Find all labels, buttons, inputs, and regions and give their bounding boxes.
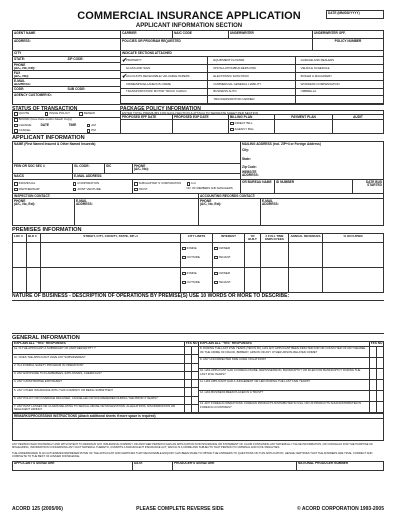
agency-block: [12, 30, 384, 105]
fein-field[interactable]: FEIN OR SOC SEC #: [13, 164, 73, 173]
form-title: COMMERCIAL INSURANCE APPLICATION: [77, 10, 301, 22]
certification-statement: THE UNDERSIGNED IS AN AUTHORIZED REPRESENTATIVE OF THE APPLICANT AND CERTIFIES THAT REASONABLE ENQUIRY HAS BEEN MADE TO OBTAIN THE ANSWERS TO QUESTIONS ON THIS APPLICATION. HE/SHE CERTIFIES THAT THE ANSWERS ARE TRUE, CORRECT AND COMPLETE TO THE BEST OF HIS/HER KNOWLEDGE.: [12, 451, 373, 459]
section-attached-item[interactable]: [296, 89, 383, 97]
section-attached-item[interactable]: [208, 96, 295, 104]
cancel-checkbox[interactable]: [14, 129, 18, 133]
agency-email-label: E-MAIL: [14, 79, 25, 83]
owner-label: OWNER: [218, 270, 231, 275]
section-attached-label: INSTALLATION/BUILDERS RISK: [213, 65, 257, 70]
question-row: [13, 405, 198, 413]
no-answer-cell[interactable]: [376, 402, 383, 412]
state-field[interactable]: State:: [242, 157, 251, 162]
premises-col-employees: # FULL TIME EMPLOYEES: [261, 234, 289, 242]
no-answer-cell[interactable]: [191, 380, 198, 387]
applicant-section-title: APPLICANT INFORMATION: [12, 135, 85, 142]
yes-answer-cell[interactable]: [184, 405, 191, 412]
section-attached-label: EQUIPMENT FLOATER: [213, 57, 245, 62]
question-row: [13, 397, 198, 405]
explain-all-left: EXPLAIN ALL "YES" RESPONSES: [14, 342, 66, 346]
applicant-block: [12, 141, 384, 226]
quote-checkbox[interactable]: [14, 112, 18, 116]
accounting-email-field[interactable]: E-MAIL ADDRESS:: [262, 199, 279, 207]
policy-number-field[interactable]: POLICY NUMBER: [334, 39, 362, 43]
tenant-checkbox[interactable]: [214, 256, 218, 260]
yes-answer-cell[interactable]: [369, 402, 376, 412]
mailing-address-field[interactable]: MAILING ADDRESS (incl. ZIP+4 or Foreign Address): [242, 142, 321, 146]
question-row: [13, 388, 198, 396]
section-attached-item[interactable]: [121, 73, 208, 81]
yes-answer-cell[interactable]: [184, 347, 191, 354]
section-attached-label: VEHICLE SCHEDULE: [300, 65, 330, 70]
date-field[interactable]: DATE (MM/DD/YYYY): [326, 10, 384, 19]
owner-checkbox[interactable]: [214, 272, 218, 276]
quote-label: QUOTE: [18, 111, 30, 116]
llc-checkbox[interactable]: [187, 182, 191, 186]
question-row: [13, 364, 198, 372]
question-row: [199, 391, 383, 402]
section-attached-item[interactable]: [296, 65, 383, 73]
yes-answer-cell[interactable]: [369, 358, 376, 368]
time-label: TIME: [68, 122, 77, 127]
no-answer-cell[interactable]: [376, 347, 383, 357]
agency-fax-field[interactable]: (A/C, No):: [13, 75, 120, 79]
gl-code-field[interactable]: GL CODE:: [73, 164, 105, 173]
naics-field[interactable]: NAICS: [13, 174, 73, 179]
status-package-block: [12, 110, 384, 134]
billing-plan-label: BILLING PLAN: [229, 115, 275, 119]
no-answer-cell[interactable]: [376, 391, 383, 401]
yes-answer-cell[interactable]: [184, 388, 191, 395]
section-attached-item[interactable]: [296, 57, 383, 65]
website-field[interactable]: WEBSITE ADDRESS:: [242, 170, 259, 178]
agency-subcode-field[interactable]: SUB CODE:: [67, 87, 86, 91]
city-field[interactable]: City:: [242, 148, 250, 153]
no-answer-cell[interactable]: [376, 369, 383, 379]
carrier-field[interactable]: CARRIER: [121, 31, 173, 38]
naic-code-field[interactable]: NAIC CODE: [173, 31, 229, 38]
question-text: 2. IS A FORMAL SAFETY PROGRAM IN OPERATION?: [14, 363, 84, 367]
sic-field[interactable]: SIC: [105, 164, 133, 173]
section-attached-label: CRIME/MISCELLANEOUS CRIME: [126, 81, 171, 86]
no-answer-cell[interactable]: [191, 355, 198, 362]
audit-field[interactable]: AUDIT: [353, 115, 363, 119]
cancel-label: CANCEL: [18, 127, 31, 132]
inside-label: INSIDE: [186, 270, 197, 275]
tenant-label: TENANT: [218, 279, 231, 284]
question-text: 9. ANY UNCORRECTED FIRE CODE VIOLATIONS?: [200, 358, 267, 362]
inspection-email-field[interactable]: E-MAIL ADDRESS:: [75, 199, 199, 225]
premises-col-street: STREET, CITY, COUNTY, STATE, ZIP+4: [41, 234, 181, 242]
direct-bill-label: DIRECT BILL: [234, 120, 253, 125]
premises-col-interest: INTEREST: [213, 234, 245, 242]
complete-reverse-notice: PLEASE COMPLETE REVERSE SIDE: [136, 506, 224, 513]
national-producer-number-field[interactable]: NATIONAL PRODUCER NUMBER: [298, 461, 349, 466]
yes-answer-cell[interactable]: [184, 380, 191, 387]
status-section-title: STATUS OF TRANSACTION: [12, 105, 78, 112]
copyright: © ACORD CORPORATION 1993-2005: [296, 506, 384, 513]
applicant-name-field[interactable]: NAME (First Named Insured & Other Named Insureds): [14, 142, 96, 146]
direct-bill-checkbox[interactable]: [230, 122, 234, 126]
section-attached-label: TRANSPORTATION/ MOTOR TRUCK CARGO: [126, 89, 187, 94]
section-attached-label: WORKERS COMPENSATION: [300, 81, 340, 86]
agency-phone-label: PHONE: [14, 63, 26, 67]
zip-field[interactable]: Zip Code:: [242, 165, 257, 169]
am-checkbox[interactable]: [87, 124, 91, 128]
joint-venture-checkbox[interactable]: [73, 188, 77, 192]
question-text: 1b. DOES THE APPLICANT HAVE ANY SUBSIDIARIES?: [14, 355, 86, 359]
section-attached-item[interactable]: [208, 57, 295, 65]
question-row: [13, 380, 198, 388]
section-attached-item[interactable]: [121, 65, 208, 73]
question-text: 6. ANY POLICY OR COVERAGE DECLINED, CANCELLED OR NON-RENEWED DURING THE PRIOR 3 YEARS?: [14, 396, 158, 400]
question-row: [199, 358, 383, 369]
package-section-title: PACKAGE POLICY INFORMATION: [120, 105, 201, 112]
agency-customer-id-field[interactable]: AGENCY CUSTOMER ID:: [14, 93, 52, 97]
agency-address-field[interactable]: ADDRESS:: [13, 39, 120, 51]
section-attached-label: BUSINESS AUTO: [213, 89, 237, 94]
premises-col-bld: BLD #: [27, 234, 41, 242]
sub-s-checkbox[interactable]: [134, 182, 138, 186]
sub-s-label: SUBCHAPTER 'S' CORPORATION: [138, 182, 182, 186]
payment-plan-field[interactable]: PAYMENT PLAN: [275, 115, 333, 119]
premises-col-yr-built: YR BUILT: [245, 234, 261, 242]
section-attached-label: UMBRELLA: [300, 89, 317, 94]
bureau-name-field[interactable]: OR BUREAU NAME: [241, 180, 275, 193]
producer-signature-field[interactable]: PRODUCER'S SIGNATURE: [173, 462, 297, 470]
signature-row: [12, 461, 384, 471]
no-members-label: NO. OF MEMBERS AND MANAGERS:: [186, 186, 234, 190]
yes-answer-cell[interactable]: [369, 347, 376, 357]
phone-field[interactable]: PHONE (A/C, No):: [134, 164, 149, 172]
form-footer: [12, 507, 384, 513]
premises-section-title: PREMISES INFORMATION: [12, 227, 82, 234]
question-row: [199, 369, 383, 380]
inspection-phone-field[interactable]: PHONE (A/C, No, Ext):: [13, 199, 75, 225]
question-text: 8. DURING THE LAST FIVE YEARS (TEN IN RI), HAS ANY APPLICANT BEEN INDICTED FOR OR CONVICTED OF ANY DEGREE OF THE CRIME OF FRAUD, BRIBERY, ARSON OR ANY OTHER ARSON-RELATED CRIME?: [200, 347, 366, 354]
underwriter-office-field[interactable]: UNDERWRITER OFF.: [314, 31, 346, 35]
sections-attached-label: INDICATE SECTIONS ATTACHED: [121, 51, 383, 57]
general-questions-table: [12, 341, 384, 414]
no-answer-cell[interactable]: [376, 358, 383, 368]
section-attached-item[interactable]: [208, 89, 295, 97]
premises-row[interactable]: [13, 268, 383, 292]
issue-policy-checkbox[interactable]: [45, 112, 49, 116]
signature-date-field[interactable]: DATE: [133, 462, 173, 470]
yes-answer-cell[interactable]: [184, 355, 191, 362]
form-number: ACORD 125 (2005/06): [12, 506, 63, 513]
checkmark-icon[interactable]: ✔: [122, 57, 128, 64]
question-row: [199, 347, 383, 358]
yes-answer-cell[interactable]: [184, 397, 191, 404]
premises-header-row: [13, 234, 383, 243]
question-row: [199, 402, 383, 413]
section-attached-label: GARAGE AND DEALERS: [300, 57, 335, 62]
joint-venture-label: JOINT VENTURE: [77, 186, 101, 191]
no-answer-cell[interactable]: [191, 347, 198, 354]
question-text: 4. ANY CATASTROPHE EXPOSURE?: [14, 380, 62, 384]
yes-answer-cell[interactable]: [369, 391, 376, 401]
general-section-title: GENERAL INFORMATION: [12, 335, 80, 342]
explain-all-right: EXPLAIN ALL "YES" RESPONSES: [200, 342, 252, 346]
change-checkbox[interactable]: [14, 124, 18, 128]
section-attached-item[interactable]: [296, 81, 383, 89]
yes-answer-cell[interactable]: [369, 380, 376, 390]
section-attached-item[interactable]: [296, 73, 383, 81]
question-row: [13, 355, 198, 363]
trust-label: TRUST: [138, 187, 148, 191]
remarks-label: REMARKS/PROCESSING INSTRUCTIONS (Attach additional sheets if more space is required): [12, 414, 384, 419]
agent-name-field[interactable]: AGENT NAME: [13, 31, 120, 39]
inspection-contact-field[interactable]: INSPECTION CONTACT:: [13, 194, 199, 198]
section-attached-item[interactable]: [121, 57, 208, 65]
tenant-checkbox[interactable]: [214, 281, 218, 285]
nature-of-business-field[interactable]: [12, 300, 384, 334]
corporation-label: CORPORATION: [77, 181, 100, 186]
accounting-phone-field[interactable]: PHONE (A/C, No, Ext):: [199, 199, 261, 225]
email-field[interactable]: E-MAIL ADDRESS:: [74, 174, 103, 178]
section-attached-label: GLASS AND SIGN: [126, 65, 151, 70]
agency-fax-label: FAX: [14, 71, 21, 75]
id-number-field[interactable]: ID NUMBER: [275, 180, 353, 193]
remarks-field[interactable]: [12, 419, 384, 441]
checkmark-icon[interactable]: ✔: [122, 73, 128, 80]
section-attached-item[interactable]: [121, 81, 208, 89]
question-text: 11. HAS APPLICANT HAD A JUDGEMENT OR LIEN DURING THE LAST FIVE YEARS?: [200, 380, 311, 384]
underwriter-field[interactable]: UNDERWRITER: [229, 31, 313, 38]
agency-bill-label: AGENCY BILL: [234, 126, 255, 131]
agency-bill-checkbox[interactable]: [230, 128, 234, 132]
question-row: [13, 347, 198, 355]
individual-label: INDIVIDUAL: [18, 181, 36, 186]
change-label: CHANGE: [18, 122, 32, 127]
section-attached-item[interactable]: [208, 73, 295, 81]
question-text: 12. HAS BUSINESS BEEN PLACED IN A TRUST?: [200, 391, 264, 395]
accounting-contact-field[interactable]: ACCOUNTING RECORDS CONTACT:: [200, 194, 256, 198]
no-answer-cell[interactable]: [191, 397, 198, 404]
agency-zip-field[interactable]: ZIP CODE:: [67, 57, 84, 61]
section-attached-item[interactable]: [296, 96, 383, 104]
corporation-checkbox[interactable]: [73, 182, 77, 186]
question-text: 1a. IS THE APPLICANT A SUBSIDIARY OF ANOTHER ENTITY ?: [14, 347, 96, 351]
am-label: AM: [91, 122, 96, 127]
agency-city-field[interactable]: CITY: [13, 51, 120, 57]
premises-col-occupied: % OCCUPIED: [343, 234, 363, 238]
section-attached-item[interactable]: [208, 65, 295, 73]
agency-email-field[interactable]: ADDRESS:: [13, 83, 120, 87]
partnership-checkbox[interactable]: [14, 188, 18, 192]
inside-checkbox[interactable]: [182, 247, 186, 251]
pm-label: PM: [91, 127, 96, 132]
nature-section-title: NATURE OF BUSINESS - DESCRIPTION OF OPERATIONS BY PREMISE(S) USE 10 WORDS OR MORE TO DESCRIBE:: [12, 293, 290, 300]
issue-policy-label: ISSUE POLICY: [49, 111, 71, 116]
no-answer-cell[interactable]: [376, 380, 383, 390]
agency-phone-field[interactable]: (A/C, No, Ext):: [13, 67, 120, 71]
yes-no-header-left: YES NO: [185, 341, 198, 346]
section-attached-label: TRUCKERS/MOTOR CARRIER: [213, 97, 255, 102]
outside-label: OUTSIDE: [186, 279, 200, 284]
pm-checkbox[interactable]: [87, 129, 91, 133]
question-text: 5. ANY OTHER INSURANCE WITH THIS COMPANY OR BEING SUBMITTED?: [14, 388, 114, 392]
form-subtitle: APPLICANT INFORMATION SECTION: [135, 22, 243, 29]
individual-checkbox[interactable]: [14, 182, 18, 186]
inside-checkbox[interactable]: [182, 272, 186, 276]
question-text: 13. ANY FOREIGN OPERATIONS, FOREIGN PRODUCTS DISTRIBUTED IN USA, OR US PRODUCTS SOLD/DISTRIBUTED IN FOREIGN COUNTRIES?: [200, 402, 362, 409]
section-attached-label: BOILER & MACHINERY: [300, 73, 333, 78]
premises-col-revenues: ANNUAL REVENUES: [289, 234, 323, 242]
yes-no-header-right: YES NO: [370, 341, 383, 346]
renew-checkbox[interactable]: [79, 112, 83, 116]
package-note: ENTER TOTAL PREMIUMS FOR EACH SECTION & ATTACH TO SEPARATE SHEET PER SECTION: [121, 111, 383, 115]
no-answer-cell[interactable]: [191, 388, 198, 395]
owner-label: OWNER: [218, 245, 231, 250]
yes-answer-cell[interactable]: [184, 372, 191, 379]
llc-label: LLC: [191, 182, 197, 186]
renew-label: RENEW: [83, 111, 95, 116]
premises-table: [12, 233, 384, 293]
question-text: 10. HAS APPLICANT HAD A FORECLOSURE, REPOSSESSION, BANKRUPTCY OR FILED FOR BANKRUPTCY DURING THE LAST FIVE YEARS?: [200, 369, 361, 376]
bound-label: BOUND (Give Date and/or Attach Copy): [18, 117, 72, 122]
no-answer-cell[interactable]: [191, 364, 198, 371]
question-text: 3. ANY EXPOSURE TO FLAMMABLES, EXPLOSIVES, CHEMICALS?: [14, 371, 102, 376]
trust-checkbox[interactable]: [134, 188, 138, 192]
tenant-label: TENANT: [218, 254, 231, 259]
outside-checkbox[interactable]: [182, 256, 186, 260]
yes-answer-cell[interactable]: [184, 364, 191, 371]
date-bus-started-field[interactable]: DATE BUS STARTED: [365, 180, 382, 188]
no-answer-cell[interactable]: [191, 372, 198, 379]
section-attached-item[interactable]: [121, 89, 208, 97]
bound-checkbox[interactable]: [14, 118, 18, 122]
question-row: [13, 372, 198, 380]
premises-col-loc: LOC #: [13, 234, 27, 242]
date-label: DATE: [40, 122, 50, 127]
yes-answer-cell[interactable]: [369, 369, 376, 379]
section-attached-label: ACCOUNTS RECEIVABLE/ VALUABLE PAPERS: [126, 73, 190, 78]
applicant-signature-field[interactable]: APPLICANT'S SIGNATURE: [13, 462, 133, 470]
section-attached-label: PROPERTY: [126, 57, 142, 62]
section-attached-item[interactable]: [121, 96, 208, 104]
owner-checkbox[interactable]: [214, 247, 218, 251]
no-answer-cell[interactable]: [191, 405, 198, 412]
section-attached-label: COMMERCIAL GENERAL LIABILITY: [213, 81, 262, 86]
outside-label: OUTSIDE: [186, 254, 200, 259]
section-attached-label: ELECTRONIC DATA PROC: [213, 73, 250, 78]
inside-label: INSIDE: [186, 245, 197, 250]
proposed-exp-date-field[interactable]: PROPOSED EXP DATE: [173, 115, 229, 119]
policies-requested-field[interactable]: POLICIES OR PROGRAM REQUESTED: [121, 39, 313, 50]
section-attached-item[interactable]: [208, 81, 295, 89]
question-row: [199, 380, 383, 391]
sections-attached-grid: [121, 57, 383, 104]
form-header: [12, 10, 384, 30]
agency-state-field[interactable]: STATE:: [14, 57, 26, 61]
proposed-eff-date-field[interactable]: PROPOSED EFF DATE: [121, 115, 173, 119]
partnership-label: PARTNERSHIP: [18, 186, 40, 191]
question-text: 7. ANY PAST LOSSES OR CLAIMS RELATING TO SEXUAL ABUSE OR MOLESTATION, ALLEGATIONS, DISCRIMINATION OR NEGLIGENT HIRING?: [14, 404, 176, 412]
premises-row[interactable]: [13, 243, 383, 268]
premises-col-city-limits: CITY LIMITS: [181, 234, 213, 242]
fraud-statement: ANY PERSON WHO KNOWINGLY AND WITH INTENT TO DEFRAUD ANY INSURANCE COMPANY OR ANOTHER PERSON FILES AN APPLICATION FOR INSURANCE OR STATEMENT OF CLAIM CONTAINING ANY MATERIALLY FALSE INFORMATION, OR CONCEALS FOR THE PURPOSE OF MISLEADING, INFORMATION CONCERNING ANY FACT MATERIAL THERETO, COMMITS A FRAUDULENT INSURANCE ACT, WHICH IS A CRIME AND SUBJECTS THAT PERSON TO CRIMINAL AND CIVIL PENALTIES.: [12, 443, 373, 450]
outside-checkbox[interactable]: [182, 281, 186, 285]
agency-code-field[interactable]: CODE:: [14, 87, 25, 91]
